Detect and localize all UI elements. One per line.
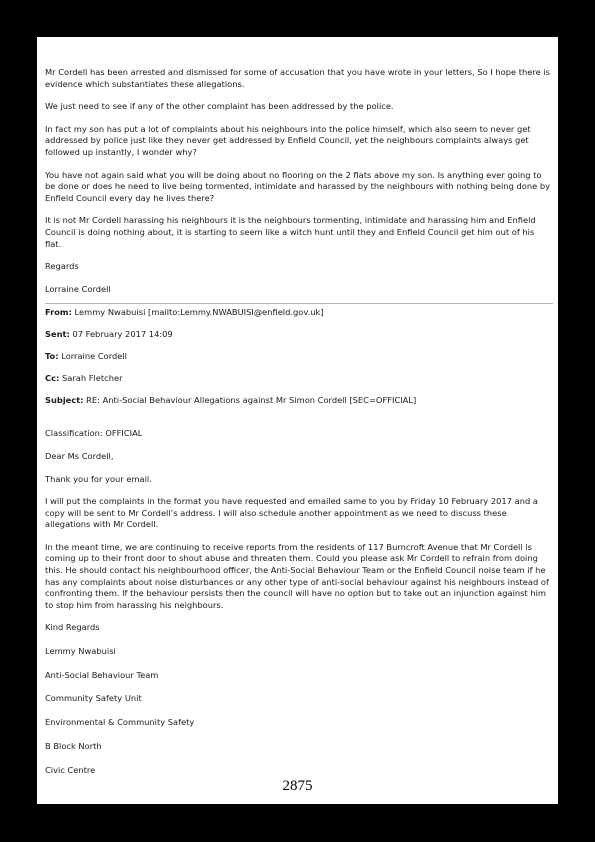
letter-signature: Lorraine Cordell (45, 283, 111, 294)
email-to-row (45, 351, 553, 362)
email-sent-label: Sent: (45, 329, 70, 340)
email-from-label: From: (45, 307, 72, 318)
signature-team: Anti-Social Behaviour Team (45, 669, 159, 680)
signature-department: Environmental & Community Safety (45, 717, 195, 728)
email-separator (45, 303, 553, 304)
letter-closing: Regards (45, 261, 79, 272)
letter-paragraph: We just need to see if any of the other complaint has been addressed by the police. (45, 101, 394, 112)
reply-closing: Kind Regards (45, 622, 100, 633)
page-number: 2875 (282, 778, 313, 794)
signature-building: B Block North (45, 740, 102, 751)
signature-site: Civic Centre (45, 764, 96, 775)
email-sent-value: 07 February 2017 14:09 (72, 329, 173, 340)
document-body (45, 67, 553, 787)
email-subject-value: RE: Anti-Social Behaviour Allegations against Mr Simon Cordell [SEC=OFFICIAL] (86, 395, 417, 406)
signature-name: Lemmy Nwabuisi (45, 646, 116, 657)
letter-paragraph: You have not again said what you will be doing about no flooring on the 2 flats above my son. Is anything ever going to be done or does he need to live being tormented, intimidate and harassed by the neighbours with nothing being done by Enfield Council every day he lives there? (45, 169, 550, 203)
letter-paragraph: It is not Mr Cordell harassing his neighbours it is the neighbours tormenting, intimidate and harassing him and Enfield Council is doing nothing about, it is starting to seem like a witch hunt until they and Enfield Council get him out of his flat. (45, 215, 536, 249)
email-cc-label: Cc: (45, 373, 60, 384)
reply-paragraph: In the meant time, we are continuing to receive reports from the residents of 117 Burncroft Avenue that Mr Cordell is coming up to their front door to shout abuse and threaten them. Could you please ask Mr Cordell to refrain from doing this. He should contact his neighbourhood officer, the Anti-Social Behaviour Team or the Enfield Council noise team if he has any complaints about noise disturbances or any other type of anti-social behaviour against his neighbours instead of confronting them. If the behaviour persists then the council will have no option but to take out an injunction against him to stop him from harassing his neighbours. (45, 541, 549, 610)
email-to-value: Lorraine Cordell (61, 351, 127, 362)
email-to-label: To: (45, 351, 59, 362)
reply-salutation: Dear Ms Cordell, (45, 450, 114, 461)
letter-paragraph: In fact my son has put a lot of complaints about his neighbours into the police himself, which also seem to never get addressed by police just like they never get addressed by Enfield Council, yet the neighbours complaints always get followed up instantly, I wonder why? (45, 123, 531, 157)
email-from-value: Lemmy Nwabuisi [mailto:Lemmy.NWABUISI@enfield.gov.uk] (74, 307, 324, 318)
document-page (37, 37, 558, 804)
email-sent-row (45, 329, 553, 340)
email-from-row (45, 307, 553, 318)
email-subject-label: Subject: (45, 395, 84, 406)
email-cc-row (45, 373, 553, 384)
letter-paragraph: Mr Cordell has been arrested and dismissed for some of accusation that you have wrote in your letters, So I hope there is evidence which substantiates these allegations. (45, 67, 550, 89)
reply-paragraph: Thank you for your email. (45, 473, 152, 484)
reply-signature-block (45, 645, 553, 776)
email-header (45, 307, 553, 406)
email-cc-value: Sarah Fletcher (61, 373, 123, 384)
reply-paragraph: I will put the complaints in the format you have requested and emailed same to you by Friday 10 February 2017 and a copy will be sent to Mr Cordell’s address. I will also schedule another appointment as we need to discuss these allegations with Mr Cordell. (45, 496, 538, 530)
classification-line: Classification: OFFICIAL (45, 428, 143, 439)
email-subject-row (45, 395, 553, 406)
signature-unit: Community Safety Unit (45, 693, 142, 704)
